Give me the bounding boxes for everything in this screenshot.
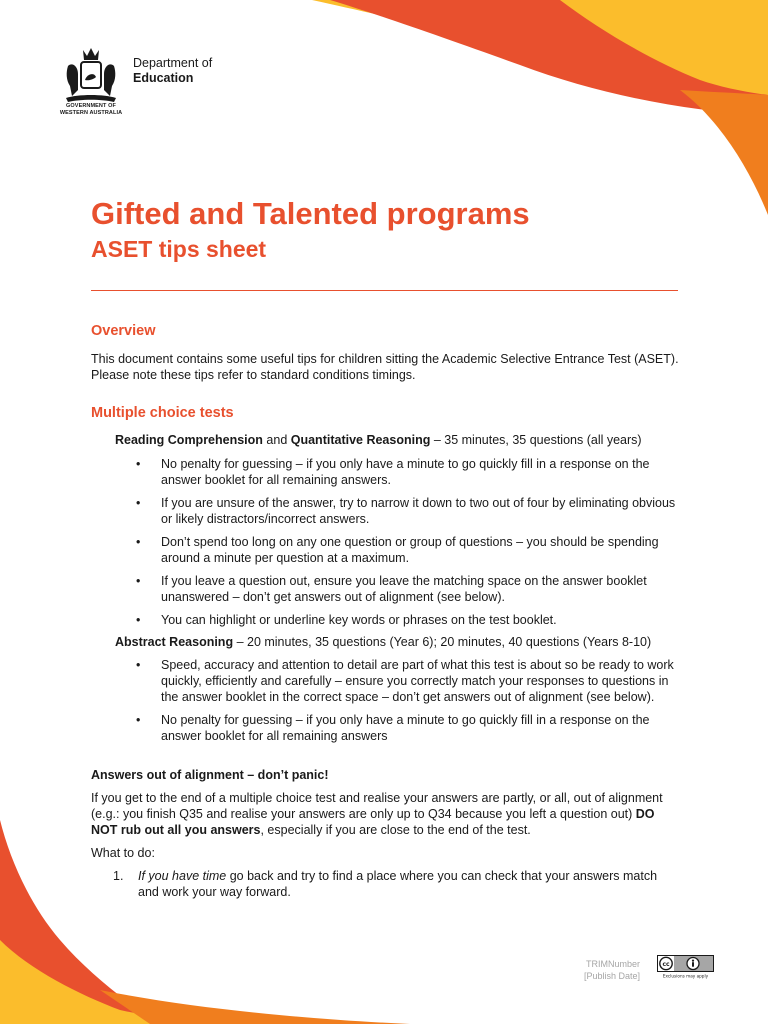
alignment-heading: Answers out of alignment – don’t panic! xyxy=(91,768,329,782)
bullet-list-abstract xyxy=(115,657,685,751)
list-item xyxy=(115,495,685,527)
cc-exclusions-note: Exclusions may apply xyxy=(662,973,709,979)
department-name xyxy=(133,56,212,86)
bullet-list-reading-quant xyxy=(115,456,685,635)
reading-comprehension-label: Reading Comprehension xyxy=(115,433,263,447)
creative-commons-license-icon xyxy=(657,955,714,979)
bullet-icon: • xyxy=(136,574,141,588)
list-item xyxy=(115,456,685,488)
trim-number: TRIMNumber xyxy=(585,959,640,969)
rc-and: and xyxy=(262,433,291,447)
bullet-text: Speed, accuracy and attention to detail are part of what this test is about so be ready to work quickly, efficiently and carefully – ensure you correctly match your responses to questions in the answer booklet in the correct space – don’t get answers out of alignment (see below). xyxy=(161,658,674,704)
alignment-paragraph xyxy=(91,790,681,838)
steps-list xyxy=(91,868,681,900)
footer-trim-info xyxy=(560,958,640,982)
multiple-choice-heading: Multiple choice tests xyxy=(91,405,234,421)
overview-text: This document contains some useful tips for children sitting the Academic Selective Entrance Test (ASET). Please note these tips refer to standard conditions timings. xyxy=(91,352,679,382)
bullet-text: No penalty for guessing – if you only have a minute to go quickly fill in a response on the answer booklet for all remaining answers xyxy=(161,713,650,743)
alignment-text-2: , especially if you are close to the end of the test. xyxy=(260,823,531,837)
bullet-text: No penalty for guessing – if you only have a minute to go quickly fill in a response on the answer booklet for all remaining answers. xyxy=(161,457,650,487)
bullet-text: You can highlight or underline key words or phrases on the test booklet. xyxy=(161,613,557,627)
reading-quant-subheading xyxy=(115,432,681,448)
overview-heading: Overview xyxy=(91,323,156,339)
bullet-icon: • xyxy=(136,457,141,471)
ar-timing: – 20 minutes, 35 questions (Year 6); 20 minutes, 40 questions (Years 8-10) xyxy=(233,635,652,649)
bullet-text: If you leave a question out, ensure you leave the matching space on the answer booklet unanswered – don’t get answers out of alignment (see below). xyxy=(161,574,647,604)
gov-line1: GOVERNMENT OF xyxy=(66,103,116,109)
step-italic: If you have time xyxy=(138,869,227,883)
publish-date: [Publish Date] xyxy=(583,971,640,981)
government-caption xyxy=(54,103,128,116)
list-item xyxy=(115,612,685,628)
list-item xyxy=(115,573,685,605)
bullet-text: Don’t spend too long on any one question or group of questions – you should be spending around a minute per question at a maximum. xyxy=(161,535,659,565)
bullet-icon: • xyxy=(136,496,141,510)
bullet-text: If you are unsure of the answer, try to narrow it down to two out of four by eliminating obvious or likely distractors/incorrect answers. xyxy=(161,496,676,526)
document-title: Gifted and Talented programs xyxy=(91,196,530,231)
list-item xyxy=(115,534,685,566)
abstract-reasoning-subheading xyxy=(115,634,681,650)
list-item xyxy=(91,868,681,900)
title-divider xyxy=(91,290,678,291)
bullet-icon: • xyxy=(136,658,141,672)
rc-timing: – 35 minutes, 35 questions (all years) xyxy=(430,433,642,447)
what-to-do-label: What to do: xyxy=(91,846,155,860)
step-number: 1. xyxy=(113,869,124,883)
alignment-bold: DO NOT rub out all you answers xyxy=(91,807,655,837)
department-line1: Department of xyxy=(133,56,213,70)
bullet-icon: • xyxy=(136,535,141,549)
list-item xyxy=(115,657,685,705)
quantitative-reasoning-label: Quantitative Reasoning xyxy=(290,433,431,447)
bullet-icon: • xyxy=(136,713,141,727)
gov-line2: WESTERN AUSTRALIA xyxy=(59,109,123,116)
document-subtitle: ASET tips sheet xyxy=(91,236,267,262)
step-text: go back and try to find a place where you can check that your answers match and work your way forward. xyxy=(138,869,658,899)
list-item xyxy=(115,712,685,744)
department-line2: Education xyxy=(133,71,194,85)
bullet-icon: • xyxy=(136,613,141,627)
alignment-text-1: If you get to the end of a multiple choice test and realise your answers are partly, or all, out of alignment (e.g.: you finish Q35 and realise your answers are only up to Q34 because you left a question out) xyxy=(91,791,663,821)
svg-text:cc: cc xyxy=(662,961,670,968)
abstract-reasoning-label: Abstract Reasoning xyxy=(115,635,234,649)
